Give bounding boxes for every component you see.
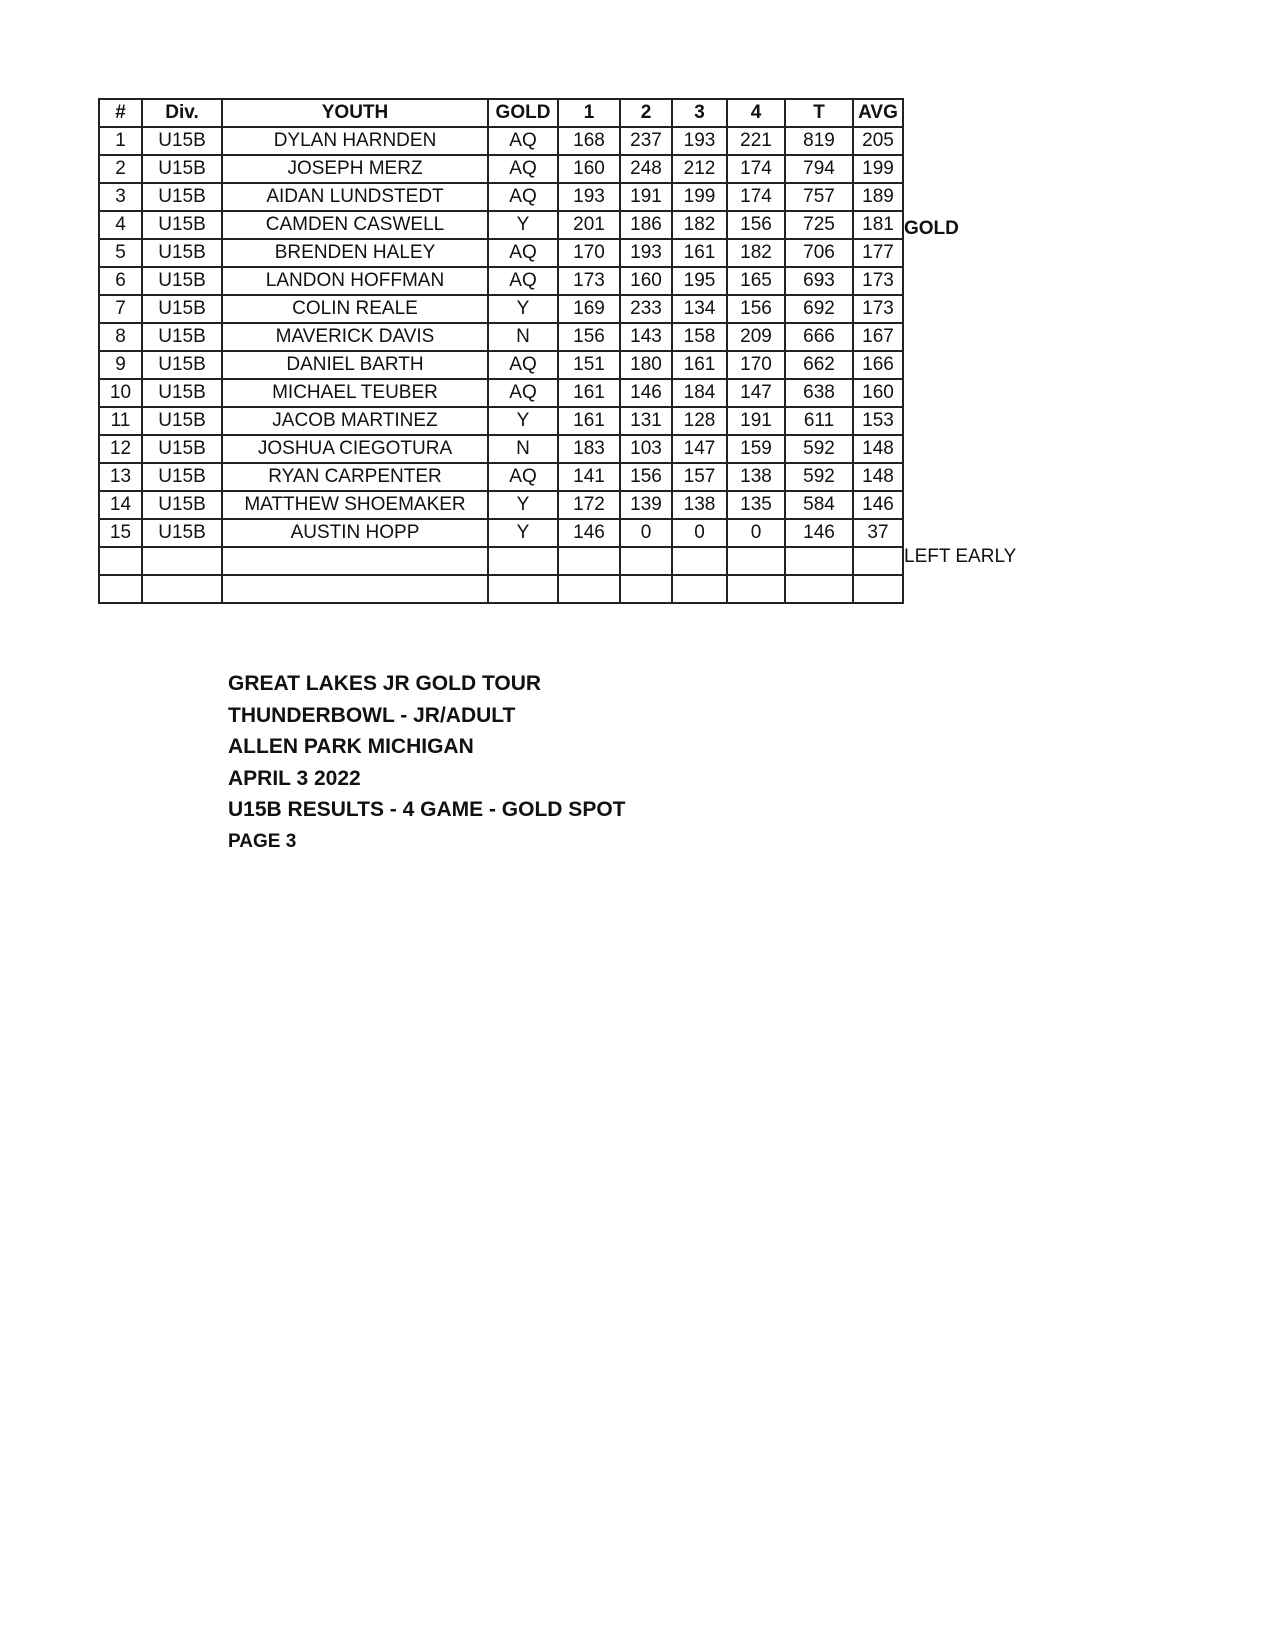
cell-total [785, 547, 853, 575]
cell-division: U15B [142, 519, 222, 547]
column-header-game-3: 3 [672, 99, 727, 127]
cell-average: 167 [853, 323, 903, 351]
cell-youth-name: JOSHUA CIEGOTURA [222, 435, 488, 463]
cell-game-4: 174 [727, 183, 785, 211]
cell-average: 177 [853, 239, 903, 267]
cell-game-2: 131 [620, 407, 672, 435]
cell-gold-status: Y [488, 295, 558, 323]
cell-game-3: 138 [672, 491, 727, 519]
cell-game-4: 138 [727, 463, 785, 491]
column-header-total: T [785, 99, 853, 127]
cell-rank: 7 [99, 295, 142, 323]
cell-gold-status: Y [488, 407, 558, 435]
cell-game-4: 221 [727, 127, 785, 155]
cell-total: 666 [785, 323, 853, 351]
cell-game-3: 147 [672, 435, 727, 463]
cell-division: U15B [142, 407, 222, 435]
cell-rank: 3 [99, 183, 142, 211]
cell-rank: 4 [99, 211, 142, 239]
cell-game-3: 193 [672, 127, 727, 155]
cell-rank: 12 [99, 435, 142, 463]
cell-youth-name: CAMDEN CASWELL [222, 211, 488, 239]
cell-gold-status: AQ [488, 351, 558, 379]
cell-youth-name: BRENDEN HALEY [222, 239, 488, 267]
table-row [99, 547, 903, 575]
cell-gold-status: AQ [488, 379, 558, 407]
cell-game-2: 193 [620, 239, 672, 267]
cell-youth-name [222, 547, 488, 575]
table-row [99, 127, 903, 155]
column-header-average: AVG [853, 99, 903, 127]
cell-division: U15B [142, 239, 222, 267]
cell-division: U15B [142, 155, 222, 183]
column-header-game-1: 1 [558, 99, 620, 127]
cell-gold-status: N [488, 323, 558, 351]
cell-total: 692 [785, 295, 853, 323]
cell-game-3: 158 [672, 323, 727, 351]
cell-gold-status: AQ [488, 127, 558, 155]
cell-game-1: 183 [558, 435, 620, 463]
cell-gold-status [488, 547, 558, 575]
cell-youth-name: JOSEPH MERZ [222, 155, 488, 183]
cell-game-1: 201 [558, 211, 620, 239]
cell-game-4 [727, 547, 785, 575]
cell-average: 189 [853, 183, 903, 211]
cell-game-2: 0 [620, 519, 672, 547]
cell-total: 662 [785, 351, 853, 379]
cell-youth-name: JACOB MARTINEZ [222, 407, 488, 435]
column-header-game-2: 2 [620, 99, 672, 127]
column-header-rank: # [99, 99, 142, 127]
cell-average: 205 [853, 127, 903, 155]
table-row [99, 435, 903, 463]
venue-name: THUNDERBOWL - JR/ADULT [228, 703, 516, 727]
cell-game-1: 151 [558, 351, 620, 379]
table-body [99, 127, 903, 603]
cell-total: 592 [785, 463, 853, 491]
cell-youth-name [222, 575, 488, 603]
cell-rank [99, 547, 142, 575]
column-header-division: Div. [142, 99, 222, 127]
cell-division: U15B [142, 491, 222, 519]
cell-division: U15B [142, 379, 222, 407]
cell-game-3: 128 [672, 407, 727, 435]
table-row [99, 491, 903, 519]
cell-division [142, 575, 222, 603]
cell-rank: 9 [99, 351, 142, 379]
cell-division: U15B [142, 295, 222, 323]
cell-total: 638 [785, 379, 853, 407]
cell-total: 757 [785, 183, 853, 211]
table-header [99, 99, 903, 127]
cell-division: U15B [142, 351, 222, 379]
cell-total: 611 [785, 407, 853, 435]
cell-average: 181 [853, 211, 903, 239]
cell-gold-status: AQ [488, 183, 558, 211]
table-row [99, 155, 903, 183]
cell-division: U15B [142, 463, 222, 491]
cell-average: 199 [853, 155, 903, 183]
cell-game-2: 186 [620, 211, 672, 239]
cell-total: 592 [785, 435, 853, 463]
cell-total [785, 575, 853, 603]
cell-game-2: 180 [620, 351, 672, 379]
cell-youth-name: MICHAEL TEUBER [222, 379, 488, 407]
cell-average: 160 [853, 379, 903, 407]
cell-game-1: 193 [558, 183, 620, 211]
cell-youth-name: DANIEL BARTH [222, 351, 488, 379]
cell-youth-name: COLIN REALE [222, 295, 488, 323]
cell-game-3: 195 [672, 267, 727, 295]
cell-total: 725 [785, 211, 853, 239]
column-header-youth-name: YOUTH [222, 99, 488, 127]
cell-division: U15B [142, 211, 222, 239]
cell-total: 794 [785, 155, 853, 183]
cell-game-4 [727, 575, 785, 603]
table-row [99, 295, 903, 323]
cell-gold-status [488, 575, 558, 603]
cell-game-2: 160 [620, 267, 672, 295]
cell-game-4: 159 [727, 435, 785, 463]
cell-game-3: 157 [672, 463, 727, 491]
table-row [99, 519, 903, 547]
cell-game-4: 209 [727, 323, 785, 351]
gold-note: GOLD [904, 218, 959, 239]
cell-youth-name: RYAN CARPENTER [222, 463, 488, 491]
tour-name: GREAT LAKES JR GOLD TOUR [228, 672, 542, 695]
cell-game-2 [620, 547, 672, 575]
column-header-gold-status: GOLD [488, 99, 558, 127]
cell-game-1: 146 [558, 519, 620, 547]
cell-average: 37 [853, 519, 903, 547]
cell-gold-status: Y [488, 211, 558, 239]
cell-game-2: 139 [620, 491, 672, 519]
cell-rank: 10 [99, 379, 142, 407]
cell-game-4: 0 [727, 519, 785, 547]
cell-rank [99, 575, 142, 603]
cell-game-2: 146 [620, 379, 672, 407]
cell-game-3: 212 [672, 155, 727, 183]
cell-average [853, 575, 903, 603]
cell-youth-name: MAVERICK DAVIS [222, 323, 488, 351]
cell-game-1: 160 [558, 155, 620, 183]
cell-game-4: 174 [727, 155, 785, 183]
cell-average: 173 [853, 267, 903, 295]
cell-total: 693 [785, 267, 853, 295]
cell-game-2: 248 [620, 155, 672, 183]
cell-gold-status: Y [488, 491, 558, 519]
location: ALLEN PARK MICHIGAN [228, 735, 474, 758]
table-row [99, 211, 903, 239]
cell-division: U15B [142, 323, 222, 351]
cell-game-2: 143 [620, 323, 672, 351]
header-row [99, 99, 903, 127]
cell-game-2: 103 [620, 435, 672, 463]
left-early-note: LEFT EARLY [904, 546, 1017, 567]
cell-game-4: 156 [727, 295, 785, 323]
cell-division: U15B [142, 183, 222, 211]
cell-rank: 1 [99, 127, 142, 155]
cell-average: 153 [853, 407, 903, 435]
table-row [99, 239, 903, 267]
cell-game-1: 169 [558, 295, 620, 323]
cell-gold-status: AQ [488, 155, 558, 183]
cell-division: U15B [142, 435, 222, 463]
cell-game-3: 161 [672, 351, 727, 379]
cell-game-3: 134 [672, 295, 727, 323]
cell-rank: 8 [99, 323, 142, 351]
cell-youth-name: AUSTIN HOPP [222, 519, 488, 547]
cell-game-1: 161 [558, 379, 620, 407]
results-table [98, 98, 904, 604]
cell-game-1: 141 [558, 463, 620, 491]
event-date: APRIL 3 2022 [228, 766, 361, 790]
cell-game-4: 165 [727, 267, 785, 295]
cell-gold-status: Y [488, 519, 558, 547]
column-header-game-4: 4 [727, 99, 785, 127]
cell-game-1: 173 [558, 267, 620, 295]
cell-gold-status: AQ [488, 239, 558, 267]
cell-game-2: 237 [620, 127, 672, 155]
cell-youth-name: MATTHEW SHOEMAKER [222, 491, 488, 519]
table-row [99, 407, 903, 435]
cell-game-1: 172 [558, 491, 620, 519]
table-row [99, 183, 903, 211]
cell-rank: 15 [99, 519, 142, 547]
cell-game-1: 170 [558, 239, 620, 267]
cell-gold-status: N [488, 435, 558, 463]
table-row [99, 323, 903, 351]
cell-average [853, 547, 903, 575]
cell-game-1: 161 [558, 407, 620, 435]
cell-rank: 5 [99, 239, 142, 267]
document-footer [228, 668, 625, 857]
cell-game-2: 191 [620, 183, 672, 211]
cell-game-3 [672, 575, 727, 603]
cell-total: 819 [785, 127, 853, 155]
cell-rank: 6 [99, 267, 142, 295]
table-row [99, 267, 903, 295]
cell-youth-name: LANDON HOFFMAN [222, 267, 488, 295]
table-row [99, 379, 903, 407]
cell-division: U15B [142, 127, 222, 155]
cell-rank: 11 [99, 407, 142, 435]
cell-rank: 13 [99, 463, 142, 491]
cell-game-4: 182 [727, 239, 785, 267]
cell-average: 148 [853, 435, 903, 463]
cell-total: 706 [785, 239, 853, 267]
cell-gold-status: AQ [488, 267, 558, 295]
results-title: U15B RESULTS - 4 GAME - GOLD SPOT [228, 798, 626, 821]
cell-game-4: 135 [727, 491, 785, 519]
cell-division: U15B [142, 267, 222, 295]
table-row [99, 575, 903, 603]
cell-total: 146 [785, 519, 853, 547]
cell-average: 166 [853, 351, 903, 379]
cell-game-1 [558, 575, 620, 603]
cell-game-1 [558, 547, 620, 575]
cell-youth-name: AIDAN LUNDSTEDT [222, 183, 488, 211]
cell-rank: 2 [99, 155, 142, 183]
cell-game-4: 156 [727, 211, 785, 239]
cell-game-4: 147 [727, 379, 785, 407]
cell-game-2: 156 [620, 463, 672, 491]
cell-youth-name: DYLAN HARNDEN [222, 127, 488, 155]
cell-game-3: 199 [672, 183, 727, 211]
table-row [99, 463, 903, 491]
cell-game-2 [620, 575, 672, 603]
cell-gold-status: AQ [488, 463, 558, 491]
cell-average: 146 [853, 491, 903, 519]
cell-rank: 14 [99, 491, 142, 519]
cell-game-3 [672, 547, 727, 575]
cell-game-3: 182 [672, 211, 727, 239]
table-row [99, 351, 903, 379]
cell-game-1: 168 [558, 127, 620, 155]
cell-game-1: 156 [558, 323, 620, 351]
cell-game-4: 191 [727, 407, 785, 435]
page-number: PAGE 3 [228, 830, 297, 852]
cell-game-3: 161 [672, 239, 727, 267]
cell-game-3: 184 [672, 379, 727, 407]
cell-division [142, 547, 222, 575]
cell-average: 173 [853, 295, 903, 323]
cell-total: 584 [785, 491, 853, 519]
cell-game-2: 233 [620, 295, 672, 323]
cell-game-3: 0 [672, 519, 727, 547]
cell-average: 148 [853, 463, 903, 491]
cell-game-4: 170 [727, 351, 785, 379]
